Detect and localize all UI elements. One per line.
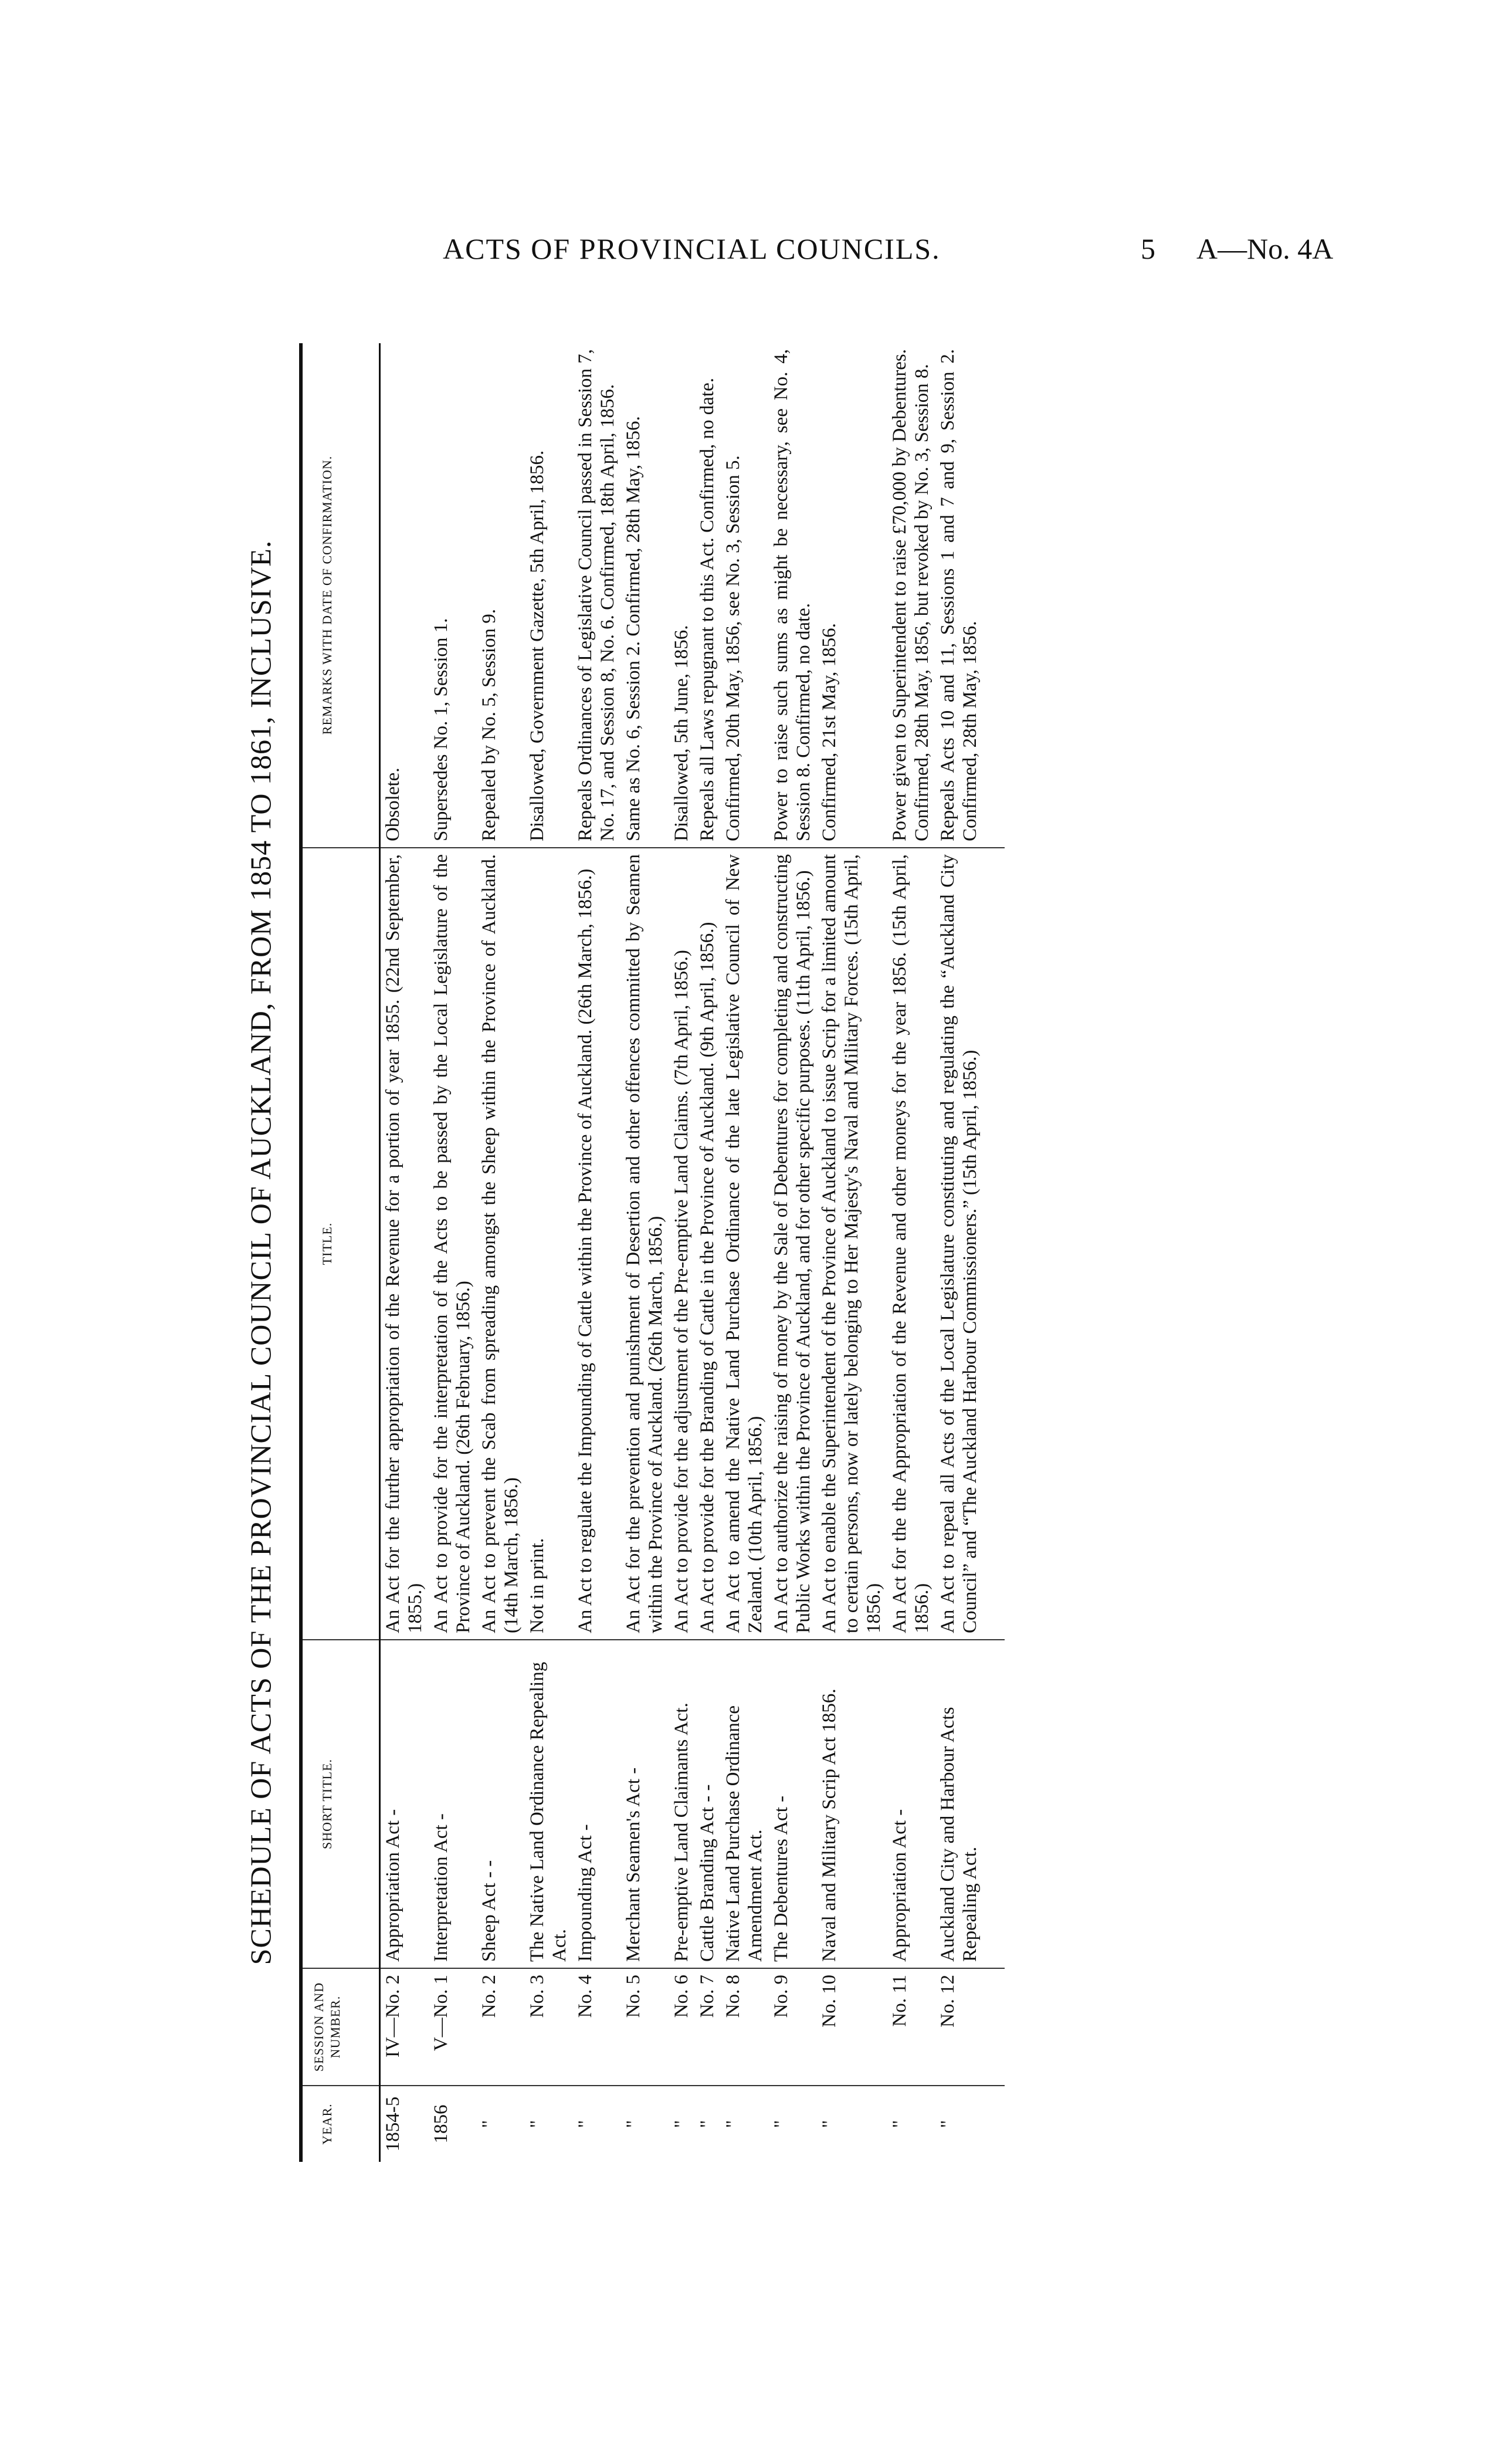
table-cell-remarks: Repealed by No. 5, Session 9.	[479, 609, 500, 841]
table-cell-short-title: Sheep Act - -	[477, 1640, 525, 1968]
table-cell-year: "	[769, 2086, 817, 2162]
table-cell-title: An Act to enable the Superintendent of the Province of Auckland to issue Scrip for a limited amount to certain persons, now or lately belonging to Her Majesty's Naval and Military Forces. (15th April, 1856.)	[817, 848, 887, 1640]
table-cell-year: 1854-5	[380, 2086, 429, 2162]
table-cell-session: IV—No. 2	[380, 1968, 429, 2086]
column-header-year: YEAR.	[301, 2086, 380, 2162]
table-cell-remarks: Obsolete.	[382, 767, 403, 841]
table-cell-title: An Act to amend the Native Land Purchase Ordinance of the late Legislative Council of New Zealand. (10th April, 1856.)	[721, 848, 769, 1640]
table-cell-session: No. 8	[721, 1968, 769, 2086]
table-cell-title: An Act to provide for the adjustment of the Pre-emptive Land Claims. (7th April, 1856.)	[669, 848, 695, 1640]
table-cell-remarks: Disallowed, Government Gazette, 5th April, 1856.	[527, 450, 548, 841]
page-number: 5	[1141, 232, 1155, 265]
running-head	[0, 0, 1492, 293]
table-row	[525, 343, 573, 2162]
table-row	[573, 343, 621, 2162]
table-cell-short-title: The Native Land Ordinance Repealing Act.	[525, 1640, 573, 1968]
table-cell-remarks: Confirmed, 20th May, 1856, see No. 3, Session 5.	[723, 455, 744, 841]
table-row	[669, 343, 695, 2162]
table-cell-remarks: Supersedes No. 1, Session 1.	[430, 618, 452, 841]
table-cell-year: "	[817, 2086, 887, 2162]
table-cell-session: No. 4	[573, 1968, 621, 2086]
table-row	[695, 343, 721, 2162]
table-cell-remarks: Confirmed, 21st May, 1856.	[819, 623, 840, 841]
table-row	[817, 343, 887, 2162]
table-cell-session: No. 7	[695, 1968, 721, 2086]
table-cell-remarks: Repeals all Laws repugnant to this Act. Confirmed, no date.	[697, 378, 718, 841]
rotated-schedule	[244, 343, 1202, 2162]
table-cell-session: No. 11	[887, 1968, 935, 2086]
table-cell-title: Not in print.	[525, 848, 573, 1640]
table-body	[380, 343, 1005, 2162]
table-cell-short-title: The Debentures Act -	[769, 1640, 817, 1968]
table-row	[621, 343, 669, 2162]
table-cell-year: "	[573, 2086, 621, 2162]
table-cell-remarks: Repeals Acts 10 and 11, Sessions 1 and 7 and 9, Session 2. Confirmed, 28th May, 1856.	[937, 349, 981, 841]
table-row	[935, 343, 1005, 2162]
table-row	[721, 343, 769, 2162]
table-cell-title: An Act for the further appropriation of the Revenue for a portion of year 1855. (22nd September, 1855.)	[380, 848, 429, 1640]
table-cell-short-title: Appropriation Act -	[887, 1640, 935, 1968]
table-cell-remarks: Power to raise such sums as might be necessary, see No. 4, Session 8. Confirmed, no date.	[771, 349, 814, 841]
table-cell-year: 1856	[429, 2086, 477, 2162]
table-row	[429, 343, 477, 2162]
table-cell-remarks: Same as No. 6, Session 2. Confirmed, 28th May, 1856.	[623, 416, 644, 841]
table-cell-short-title: Impounding Act -	[573, 1640, 621, 1968]
table-cell-short-title: Pre-emptive Land Claimants Act.	[669, 1640, 695, 1968]
table-cell-year: "	[887, 2086, 935, 2162]
table-cell-remarks: Power given to Superintendent to raise £70,000 by Debentures. Confirmed, 28th May, 1856, but revoked by No. 3, Session 8.	[889, 349, 933, 841]
document-reference: A—No. 4A	[1196, 232, 1334, 265]
schedule-title: SCHEDULE OF ACTS OF THE PROVINCIAL COUNCIL OF AUCKLAND, FROM 1854 TO 1861, INCLUSIVE.	[244, 540, 277, 1965]
table-cell-title: An Act to repeal all Acts of the Local Legislature constituting and regulating the “Auckland City Council” and “The Auckland Harbour Commissioners.” (15th April, 1856.)	[935, 848, 1005, 1640]
column-header-title: TITLE.	[301, 848, 380, 1640]
table-row	[380, 343, 429, 2162]
table-row	[887, 343, 935, 2162]
table-header-row	[301, 343, 380, 2162]
table-row	[769, 343, 817, 2162]
table-cell-short-title: Merchant Seamen's Act -	[621, 1640, 669, 1968]
table-cell-short-title: Appropriation Act -	[380, 1640, 429, 1968]
table-row	[477, 343, 525, 2162]
column-header-session: SESSION AND NUMBER.	[301, 1968, 380, 2086]
column-header-short-title: SHORT TITLE.	[301, 1640, 380, 1968]
table-cell-short-title: Native Land Purchase Ordinance Amendment Act.	[721, 1640, 769, 1968]
running-head-title: ACTS OF PROVINCIAL COUNCILS.	[443, 232, 941, 265]
table-cell-session: No. 3	[525, 1968, 573, 2086]
table-cell-year: "	[621, 2086, 669, 2162]
table-cell-session: No. 9	[769, 1968, 817, 2086]
table-cell-year: "	[525, 2086, 573, 2162]
table-cell-session: No. 5	[621, 1968, 669, 2086]
table-cell-title: An Act to prevent the Scab from spreading amongst the Sheep within the Province of Auckland. (14th March, 1856.)	[477, 848, 525, 1640]
table-cell-short-title: Naval and Military Scrip Act 1856.	[817, 1640, 887, 1968]
table-cell-session: No. 12	[935, 1968, 1005, 2086]
table-cell-session: No. 10	[817, 1968, 887, 2086]
table-cell-title: An Act for the the Appropriation of the Revenue and other moneys for the year 1856. (15th April, 1856.)	[887, 848, 935, 1640]
table-cell-short-title: Auckland City and Harbour Acts Repealing Act.	[935, 1640, 1005, 1968]
table-cell-short-title: Interpretation Act -	[429, 1640, 477, 1968]
table-cell-title: An Act to provide for the Branding of Cattle in the Province of Auckland. (9th April, 1856.)	[695, 848, 721, 1640]
table-cell-title: An Act to regulate the Impounding of Cattle within the Province of Auckland. (26th March, 1856.)	[573, 848, 621, 1640]
schedule-table	[299, 343, 1005, 2162]
table-cell-year: "	[695, 2086, 721, 2162]
table-cell-session: No. 6	[669, 1968, 695, 2086]
table-cell-session: No. 2	[477, 1968, 525, 2086]
table-cell-title: An Act for the prevention and punishment of Desertion and other offences committed by Seamen within the Province of Auckland. (26th March, 1856.)	[621, 848, 669, 1640]
table-cell-remarks: Repeals Ordinances of Legislative Council passed in Session 7, No. 17, and Session 8, No. 6. Confirmed, 18th April, 1856.	[575, 349, 618, 841]
table-cell-year: "	[477, 2086, 525, 2162]
table-cell-year: "	[721, 2086, 769, 2162]
table-cell-year: "	[669, 2086, 695, 2162]
table-cell-title: An Act to provide for the interpretation of the Acts to be passed by the Local Legislature of the Province of Auckland. (26th February, 1856.)	[429, 848, 477, 1640]
table-cell-short-title: Cattle Branding Act - -	[695, 1640, 721, 1968]
table-cell-remarks: Disallowed, 5th June, 1856.	[671, 625, 692, 841]
table-cell-year: "	[935, 2086, 1005, 2162]
table-cell-session: V—No. 1	[429, 1968, 477, 2086]
column-header-remarks: REMARKS WITH DATE OF CONFIRMATION.	[320, 455, 334, 735]
table-cell-title: An Act to authorize the raising of money by the Sale of Debentures for completing and constructing Public Works within the Province of Auckland, and for other specific purposes. (11th April, 1856.)	[769, 848, 817, 1640]
